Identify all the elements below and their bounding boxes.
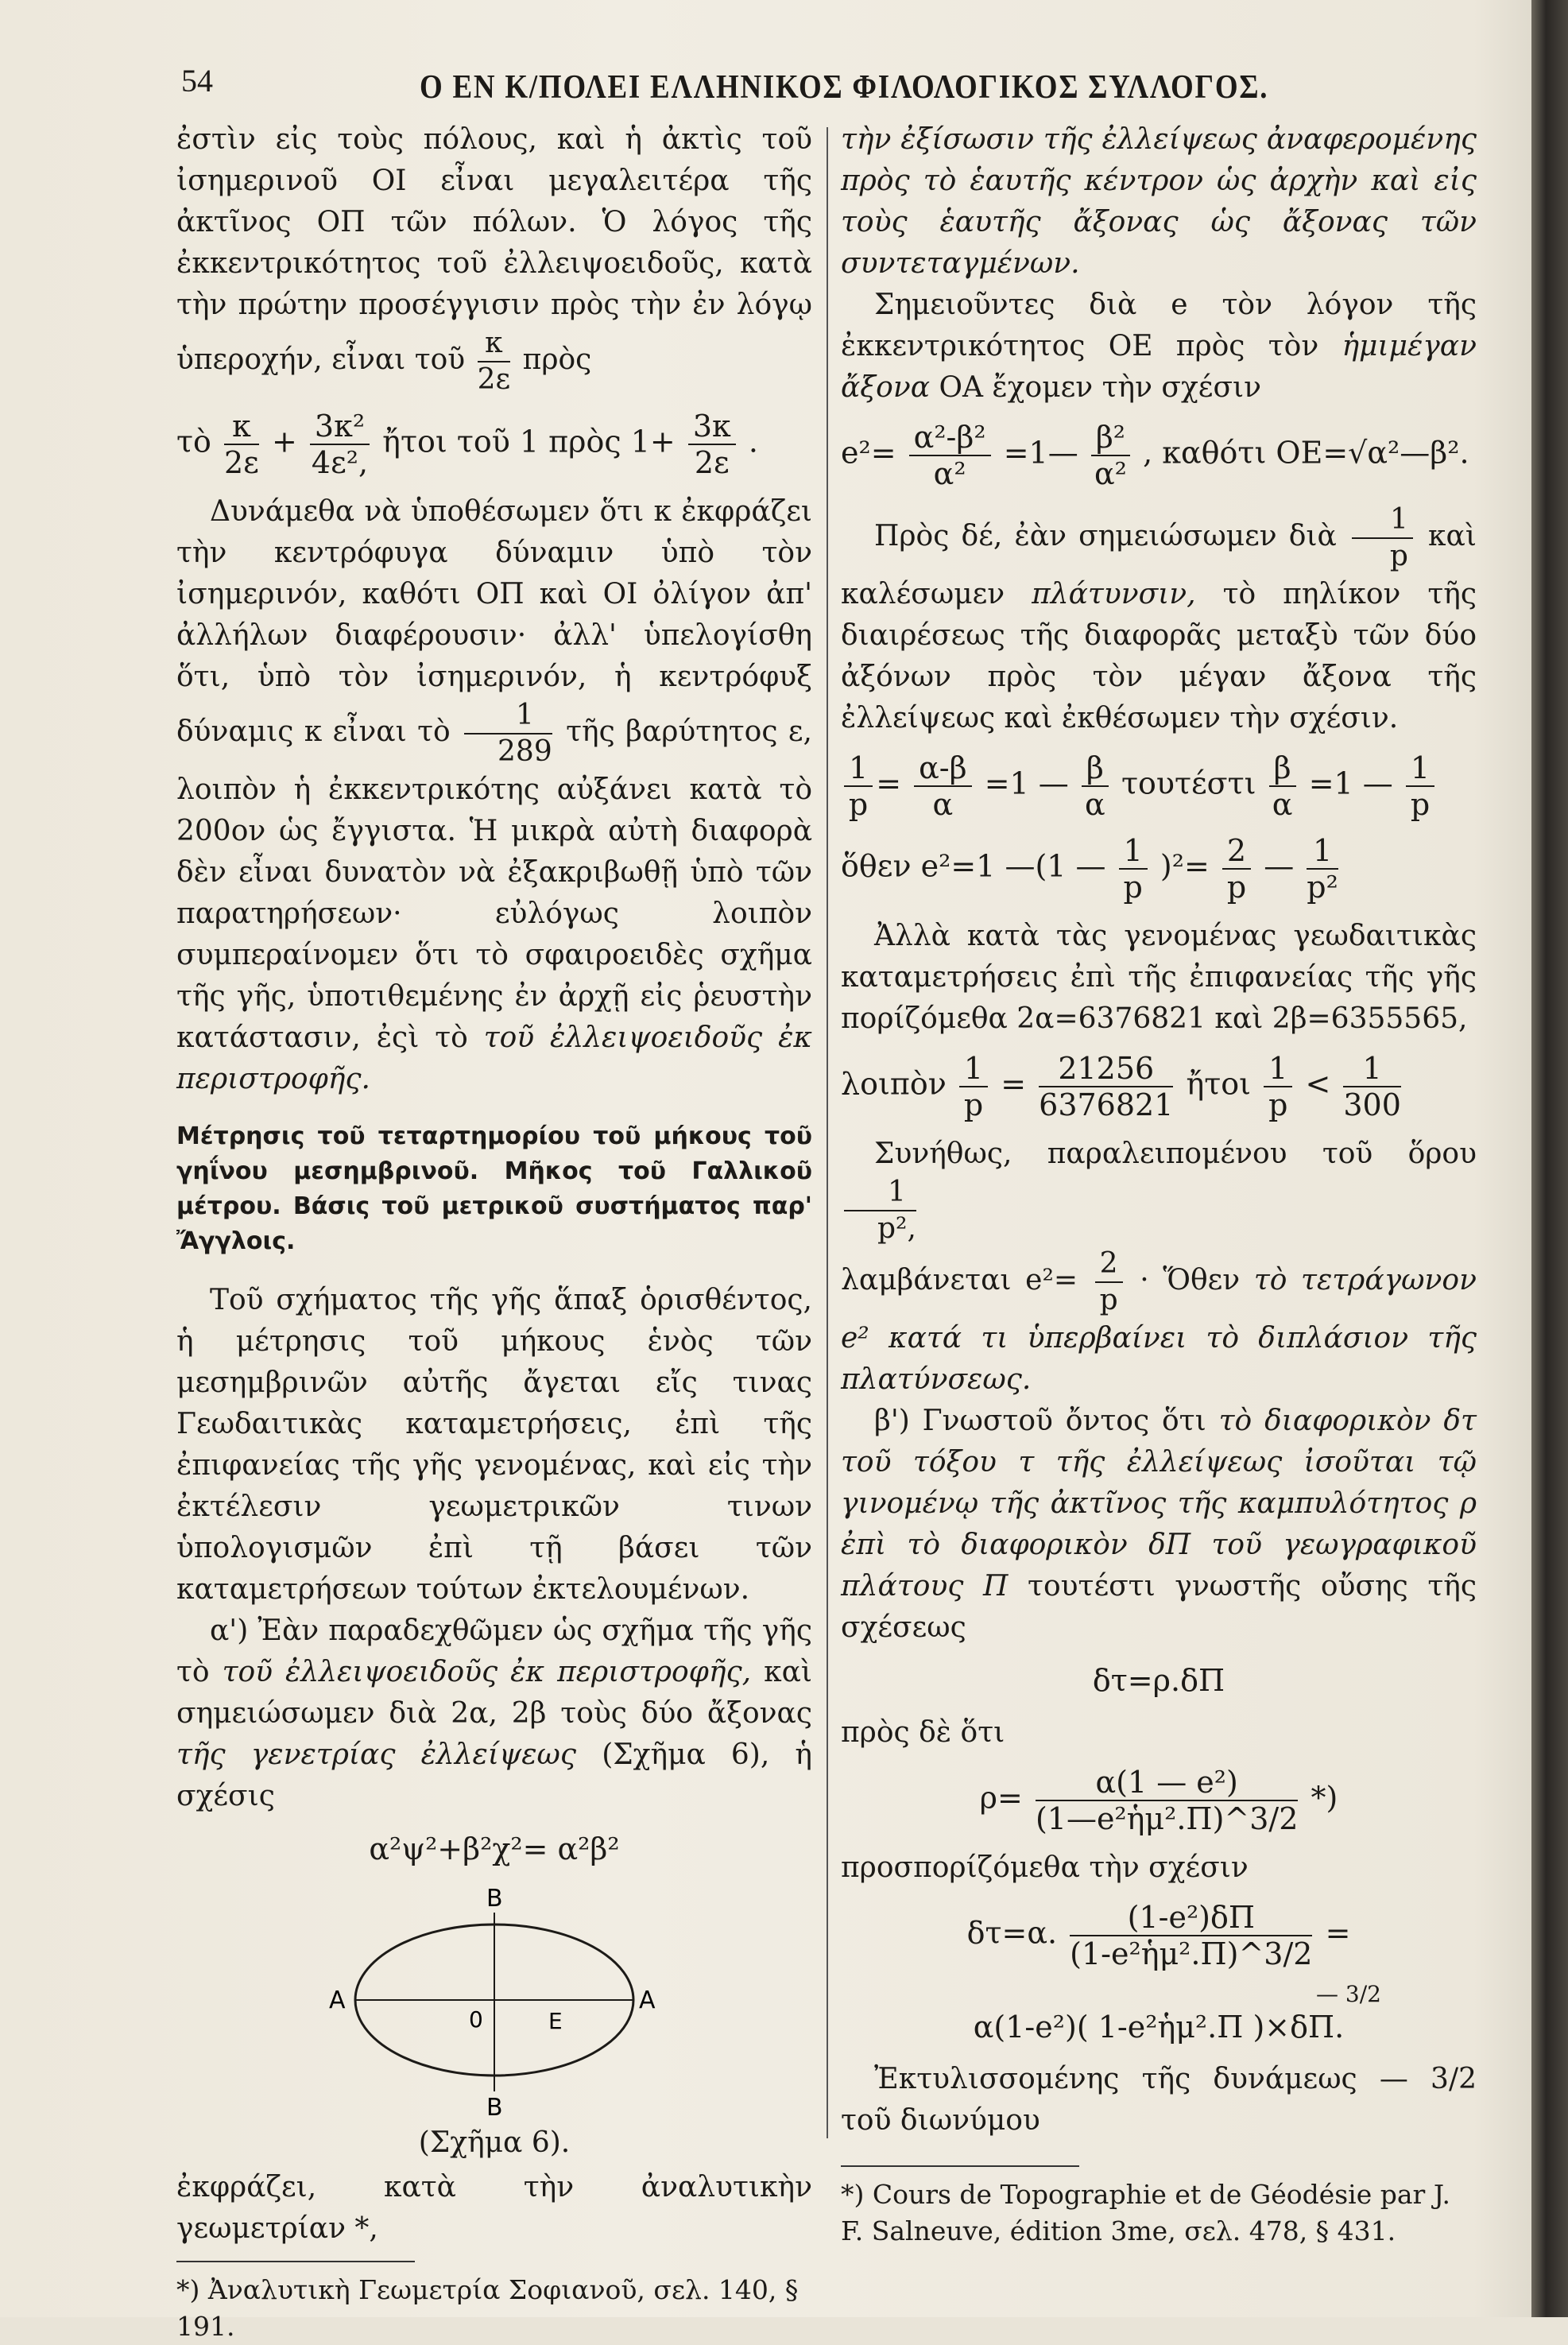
- italic-text: τοῦ ἐλλειψοειδοῦς ἐκ περιστροφῆς.: [176, 1021, 812, 1095]
- denominator: p: [1389, 540, 1408, 572]
- fraction: [1264, 1051, 1292, 1122]
- numerator: κ: [224, 409, 259, 445]
- fraction: [1091, 420, 1130, 491]
- right-column: [841, 119, 1477, 2250]
- numerator: 1: [1264, 1051, 1292, 1087]
- text: =: [1325, 1915, 1351, 1951]
- fraction: [1222, 833, 1251, 905]
- equation-4: $\frac{1}{p}$ = $\frac{\alpha-\beta}{\alpha}$ =1 — $\frac{\beta}{\alpha}$ τουτέστι $\frac{\beta}{\alpha}$ =1 — $\frac{1}{p}$: [841, 750, 1477, 822]
- fraction: [1095, 1246, 1123, 1318]
- figure-caption: (Σχῆμα 6).: [418, 2126, 571, 2159]
- text: β') Γνωστοῦ ὄντος ὅτι: [874, 1405, 1206, 1437]
- running-title: Ο ΕΝ Κ/ΠΟΛΕΙ ΕΛΛΗΝΙΚΟΣ ΦΙΛΟΛΟΓΙΚΟΣ ΣΥΛΛΟΓΟΣ.: [420, 69, 1269, 106]
- exponent: — 3/2: [1316, 1981, 1381, 2007]
- fraction: [914, 750, 971, 822]
- numerator: 1: [464, 698, 552, 735]
- text: =1 —: [1308, 766, 1393, 801]
- denominator: 6376821: [1039, 1087, 1174, 1122]
- text: —: [1264, 848, 1295, 884]
- equation-5: [841, 833, 1477, 905]
- denominator: α: [1085, 787, 1105, 822]
- fraction: [1343, 1051, 1401, 1122]
- text: τὸ: [176, 424, 211, 459]
- fraction: [844, 1175, 916, 1246]
- denominator: p: [1410, 787, 1431, 822]
- paragraph: τὴν ἐξίσωσιν τῆς ἐλλείψεως ἀναφερομένης πρὸς τὸ ἑαυτῆς κέντρον ὡς ἀρχὴν καὶ εἰς τοὺς ἑαυτῆς ἄξονας ὡς ἄξονας τῶν συντεταγμένων.: [841, 123, 1477, 280]
- fraction: [464, 698, 552, 769]
- numerator: α(1 — e²): [1036, 1765, 1298, 1801]
- numerator: 3κ: [688, 409, 736, 445]
- paragraph: [176, 1610, 812, 1817]
- text: ἐστὶν εἰς τοὺς πόλους, καὶ ἡ ἀκτὶς τοῦ ἰσημερινοῦ ΟΙ εἶναι μεγαλειτέρα τῆς ἀκτῖνος ΟΠ τῶν πόλων. Ὁ λόγος τῆς ἐκκεντρικότητος τοῦ ἐλλειψοειδοῦς, κατὰ τὴν πρώτην προσέγγισιν πρὸς τὴν ἐν λόγῳ ὑπεροχήν, εἶναι τοῦ: [176, 123, 812, 376]
- paragraph: [841, 285, 1477, 409]
- footnote-rule: [841, 2165, 1079, 2167]
- italic-text: τὸ τετράγωνον e² κατά τι ὑπερβαίνει τὸ διπλάσιον τῆς πλατύνσεως.: [841, 1264, 1477, 1396]
- text: δτ=α.: [966, 1915, 1058, 1951]
- text: καὶ σημειώσωμεν διὰ 2α, 2β τοὺς δύο ἄξονας: [176, 1656, 812, 1730]
- equation-6: [841, 1051, 1477, 1122]
- text: α(1-e²)( 1-e²ἡμ².Π )×δΠ.: [973, 2010, 1345, 2045]
- footnote-mark: *): [1311, 1780, 1338, 1816]
- italic-text: ἡμιμέγαν ἄξονα: [841, 330, 1477, 404]
- footnote: *) Ἀναλυτικὴ Γεωμετρία Σοφιανοῦ, σελ. 140, § 191.: [176, 2274, 799, 2342]
- paragraph: [841, 1134, 1477, 1246]
- italic-text: πλάτυνσιν,: [1032, 578, 1196, 610]
- denominator: α: [932, 787, 954, 822]
- plus-sign: +: [271, 424, 297, 459]
- text: λαμβάνεται e²=: [841, 1264, 1078, 1297]
- paragraph: προσπορίζόμεθα τὴν σχέσιν: [841, 1851, 1249, 1884]
- equation-3: [841, 420, 1477, 491]
- page-number: 54: [181, 63, 213, 99]
- paragraph: Τοῦ σχήματος τῆς γῆς ἅπαξ ὁρισθέντος, ἡ μέτρησις τοῦ μήκους ἑνὸς τῶν μεσημβρινῶν αὐτῆς ἄγεται εἴς τινας Γεωδαιτικὰς καταμετρήσεις, ἐπὶ τῆς ἐπιφανείας τῆς γῆς γενομένας, καὶ εἰς τὴν ἐκτέλεσιν γεωμετρικῶν τινων ὑπολογισμῶν ἐπὶ τῇ βάσει τῶν καταμετρήσεων τούτων ἐκτελουμένων.: [176, 1284, 812, 1606]
- denominator: 2ε: [224, 445, 259, 480]
- paragraph: Ἐκτυλισσομένης τῆς δυνάμεως — 3/2 τοῦ διωνύμου: [841, 2063, 1477, 2137]
- denominator: p²,: [877, 1212, 916, 1245]
- paragraph: [841, 502, 1477, 739]
- numerator: 1: [1119, 833, 1148, 870]
- numerator: 1: [844, 750, 873, 787]
- book-spine: [1531, 0, 1568, 2317]
- numerator: 2: [1095, 1246, 1123, 1283]
- text: Δυνάμεθα νὰ ὑποθέσωμεν ὅτι κ ἐκφράζει τὴν κεντρόφυγα δύναμιν ὑπὸ τὸν ἰσημερινόν, καθότι ΟΠ καὶ ΟΙ ὀλίγον ἀπ' ἀλλήλων διαφέρουσιν· ἀλλ' ὑπελογίσθη ὅτι, ὑπὸ τὸν ἰσημερινόν, ἡ κεντρόφυξ δύναμις κ εἶναι τὸ: [176, 495, 812, 748]
- fraction: [688, 409, 736, 480]
- text: Σημειοῦντες διὰ e τὸν λόγον τῆς ἐκκεντρικότητος ΟΕ πρὸς τὸν: [841, 289, 1477, 362]
- numerator: 21256: [1039, 1051, 1173, 1087]
- denominator: 4ε²,: [311, 445, 369, 480]
- text: ὅθεν e²=1 —(1 —: [841, 848, 1106, 884]
- text: <: [1305, 1066, 1331, 1102]
- text: τουτέστι γνωστῆς οὔσης τῆς σχέσεως: [841, 1570, 1477, 1644]
- fraction: [1070, 1900, 1312, 1971]
- text: καὶ καλέσωμεν: [841, 520, 1477, 610]
- text: ἤτοι: [1186, 1066, 1252, 1102]
- text: ἤτοι τοῦ 1 πρὸς 1+: [382, 424, 676, 459]
- text: e²=: [841, 435, 896, 471]
- paragraph: πρὸς δὲ ὅτι: [841, 1716, 1005, 1749]
- fraction: [1352, 502, 1413, 574]
- fraction: [224, 409, 259, 480]
- text: Συνήθως, παραλειπομένου τοῦ ὅρου: [874, 1138, 1477, 1170]
- denominator: p²: [1307, 870, 1338, 905]
- paragraph: ἐκφράζει, κατὰ τὴν ἀναλυτικὴν γεωμετρίαν *,: [176, 2171, 812, 2245]
- italic-text: τοῦ ἐλλειψοειδοῦς ἐκ περιστροφῆς,: [222, 1656, 752, 1688]
- label-a-left: A: [329, 1986, 346, 2014]
- denominator: p: [848, 787, 869, 822]
- page-header: [181, 62, 1421, 110]
- denominator: (1—e²ἡμ².Π)^3/2: [1035, 1801, 1299, 1836]
- text: · Ὅθεν: [1140, 1264, 1241, 1297]
- numerator: 1: [959, 1051, 988, 1087]
- denominator: p: [1226, 870, 1247, 905]
- denominator: (1-e²ἡμ².Π)^3/2: [1070, 1936, 1313, 1971]
- paragraph: [176, 119, 812, 397]
- fraction: [959, 1051, 988, 1122]
- label-o: 0: [469, 2006, 483, 2033]
- text: =1 —: [984, 766, 1069, 801]
- numerator: β: [1269, 750, 1296, 787]
- fraction: [310, 409, 370, 480]
- text: ρ=: [979, 1780, 1023, 1816]
- fraction: [478, 326, 511, 397]
- text: )²=: [1160, 848, 1210, 884]
- left-column: [176, 119, 812, 2345]
- equation-2: α²ψ²+β²χ²= α²β²: [369, 1831, 620, 1866]
- equation-10: [841, 1983, 1477, 2048]
- numerator: 1: [1352, 502, 1413, 539]
- paragraph: Ἀλλὰ κατὰ τὰς γενομένας γεωδαιτικὰς καταμετρήσεις ἐπὶ τῆς ἐπιφανείας τῆς γῆς πορίζόμεθα 2α=6376821 καὶ 2β=6355565,: [841, 920, 1477, 1035]
- numerator: 2: [1222, 833, 1251, 870]
- equation-1: [176, 409, 812, 480]
- fraction: [1082, 750, 1109, 822]
- label-e: E: [548, 2008, 563, 2034]
- denominator: 300: [1343, 1087, 1401, 1122]
- text: .: [748, 424, 758, 459]
- paragraph: [176, 491, 812, 1100]
- text: λοιπὸν: [841, 1066, 947, 1102]
- text: ΟΑ ἔχομεν τὴν σχέσιν: [939, 371, 1262, 404]
- fraction: [1039, 1051, 1173, 1122]
- label-b-top: B: [486, 1885, 503, 1913]
- numerator: β: [1082, 750, 1109, 787]
- footnote-rule: [176, 2261, 415, 2262]
- text: πρὸς: [522, 343, 592, 376]
- equation-7: δτ=ρ.δΠ: [1092, 1663, 1225, 1698]
- denominator: α: [1272, 787, 1293, 822]
- numerator: 3κ²: [310, 409, 370, 445]
- section-heading: Μέτρησις τοῦ τεταρτημορίου τοῦ μήκους τοῦ γηΐνου μεσημβρινοῦ. Μῆκος τοῦ Γαλλικοῦ μέτρου. Βάσις τοῦ μετρικοῦ συστήματος παρ' Ἄγγλοις.: [176, 1122, 812, 1255]
- text: τῆς βαρύτητος ε, λοιπὸν ἡ ἐκκεντρικότης αὐξάνει κατὰ τὸ 200ον ὡς ἔγγιστα. Ἡ μικρὰ αὐτὴ διαφορὰ δὲν εἶναι δυνατὸν νὰ ἐξακριβωθῇ ὑπὸ τῶν παρατηρήσεων· εὐλόγως λοιπὸν συμπεραίνομεν ὅτι τὸ σφαιροειδὲς σχῆμα τῆς γῆς, ὑποτιθεμένης ἐν ἀρχῇ εἰς ῥευστὴν κατάστασιν, ἐςὶ τὸ: [176, 715, 812, 1054]
- numerator: 1: [1307, 833, 1338, 870]
- label-b-bottom: B: [486, 2094, 503, 2119]
- numerator: α²-β²: [909, 420, 991, 456]
- denominator: α²: [933, 456, 966, 491]
- denominator: 2ε: [694, 445, 730, 480]
- footnote: *) Cours de Topographie et de Géodésie par J. F. Salneuve, édition 3me, σελ. 478, § 431.: [841, 2179, 1450, 2246]
- ellipse-figure: [327, 1881, 661, 2119]
- fraction: [1406, 750, 1434, 822]
- text: α') Ἐὰν παραδεχθῶμεν ὡς σχῆμα τῆς γῆς τὸ: [176, 1614, 812, 1688]
- text: , καθότι ΟΕ=√α²—β².: [1143, 435, 1469, 471]
- numerator: 1: [1406, 750, 1434, 787]
- numerator: κ: [478, 326, 511, 362]
- numerator: α-β: [914, 750, 971, 787]
- numerator: (1-e²)δΠ: [1070, 1900, 1312, 1936]
- fraction: [1269, 750, 1296, 822]
- denominator: α²: [1094, 456, 1127, 491]
- denominator: p: [963, 1087, 984, 1122]
- paragraph: [841, 1401, 1477, 1649]
- fraction: [844, 750, 873, 822]
- text: =1—: [1003, 435, 1078, 471]
- numerator: 1: [1343, 1051, 1401, 1087]
- paragraph: [841, 1246, 1477, 1401]
- denominator: p: [1268, 1087, 1288, 1122]
- fraction: [1036, 1765, 1298, 1836]
- fraction: [909, 420, 991, 491]
- denominator: p: [1123, 870, 1143, 905]
- denominator: 2ε: [477, 363, 511, 396]
- denominator: p: [1099, 1284, 1118, 1316]
- text: τουτέστι: [1121, 766, 1256, 801]
- italic-text: τῆς γενετρίας ἐλλείψεως: [176, 1738, 577, 1771]
- numerator: β²: [1091, 420, 1130, 456]
- fraction: [1119, 833, 1148, 905]
- text: =: [1001, 1066, 1027, 1102]
- column-divider: [827, 127, 828, 2138]
- text: (Σχῆμα 6), ἡ σχέσις: [176, 1738, 812, 1812]
- equation-9: [841, 1900, 1477, 1971]
- text: Πρὸς δέ, ἐὰν σημειώσωμεν διὰ: [874, 520, 1337, 552]
- fraction: [1307, 833, 1338, 905]
- text: τὸ πηλίκον τῆς διαιρέσεως τῆς διαφορᾶς μεταξὺ τῶν δύο ἀξόνων πρὸς τὸν μέγαν ἄξονα τῆς ἐλλείψεως καὶ ἐκθέσωμεν τὴν σχέσιν.: [841, 578, 1477, 735]
- equation-8: [841, 1765, 1477, 1836]
- denominator: 289: [498, 735, 552, 768]
- numerator: 1: [844, 1175, 916, 1211]
- label-a-right: A: [639, 1986, 656, 2014]
- italic-text: τὸ διαφορικὸν δτ τοῦ τόξου τ τῆς ἐλλείψεως ἰσοῦται τῷ γινομένῳ τῆς ἀκτῖνος τῆς καμπυλότητος ρ ἐπὶ τὸ διαφορικὸν δΠ τοῦ γεωγραφικοῦ πλάτους Π: [841, 1405, 1477, 1603]
